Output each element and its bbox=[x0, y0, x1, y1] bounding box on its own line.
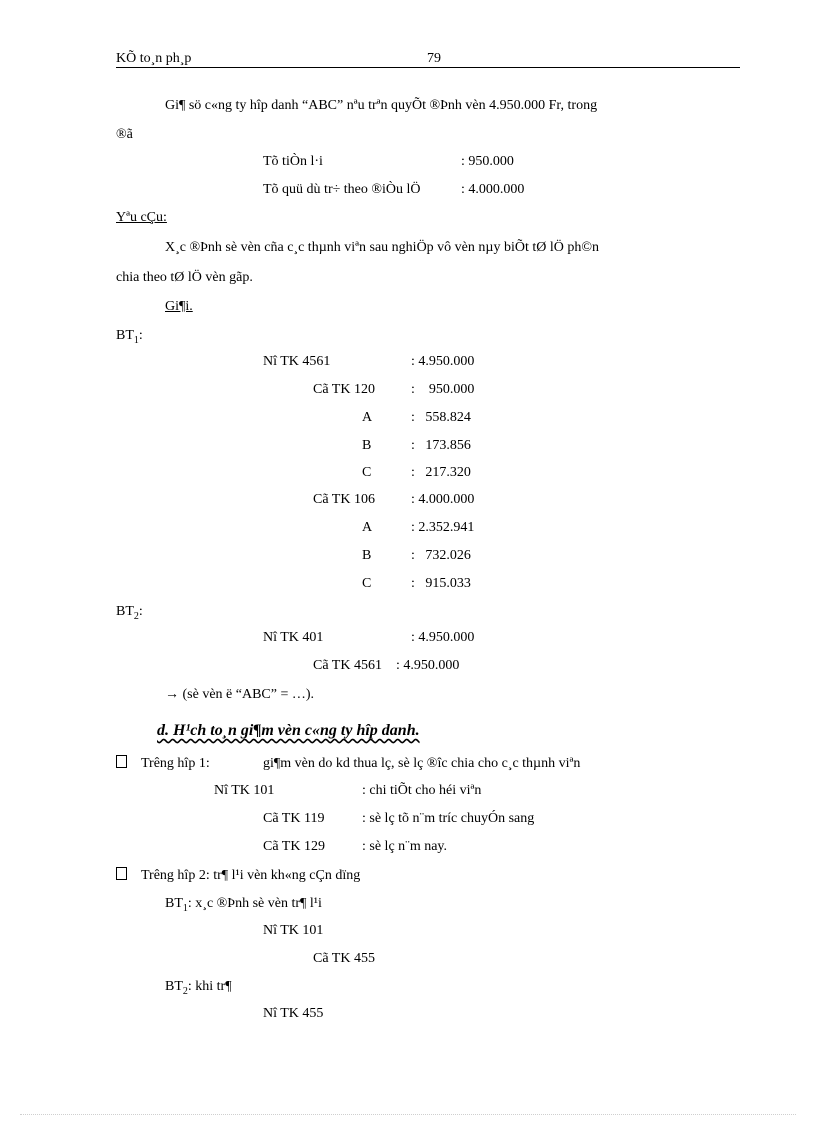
journal-debit-account: Nî TK 101 bbox=[214, 783, 275, 798]
member-value: : 217.320 bbox=[411, 465, 471, 480]
member-value: : 2.352.941 bbox=[411, 520, 475, 535]
intro-item-value: : 4.000.000 bbox=[461, 182, 525, 197]
intro-line-1: Gi¶ sö c«ng ty hîp danh “ABC” nªu trªn quyÕt ®Þnh vèn 4.950.000 Fr, trong bbox=[165, 98, 598, 113]
case1-text: gi¶m vèn do kd thua lç, sè lç ®îc chia cho c¸c thµnh viªn bbox=[263, 756, 581, 771]
member-label: C bbox=[362, 576, 372, 591]
journal-debit-value: : 4.950.000 bbox=[411, 354, 475, 369]
header-rule bbox=[116, 67, 740, 68]
case1-row bbox=[116, 755, 127, 773]
journal-debit-account: Nî TK 401 bbox=[263, 630, 324, 645]
bt1-label: $BT_1$: bbox=[116, 328, 143, 346]
member-label: A bbox=[362, 520, 373, 535]
member-label: A bbox=[362, 410, 373, 425]
member-value: : 173.856 bbox=[411, 438, 471, 453]
intro-item-value: : 950.000 bbox=[461, 154, 514, 169]
bt2-label: $BT_2$: bbox=[116, 604, 143, 622]
requirement-heading: Yªu cÇu: bbox=[116, 210, 167, 225]
requirement-line-2: chia theo tØ lÖ vèn gãp. bbox=[116, 270, 253, 285]
journal-credit-account: Cã TK 4561 bbox=[313, 658, 382, 673]
solution-heading: Gi¶i. bbox=[165, 299, 193, 314]
requirement-line-1: X¸c ®Þnh sè vèn cña c¸c thµnh viªn sau nghiÖp vô vèn nµy biÕt tØ lÖ ph©n bbox=[165, 240, 599, 255]
bullet-box-icon bbox=[116, 867, 127, 880]
journal-debit-account: Nî TK 101 bbox=[263, 923, 324, 938]
journal-note: : sè lç n¨m nay. bbox=[362, 839, 448, 854]
journal-credit-account: Cã TK 119 bbox=[263, 811, 325, 826]
member-value: : 915.033 bbox=[411, 576, 471, 591]
running-header-title: KÕ to¸n ph¸p bbox=[116, 51, 192, 66]
journal-credit-account: Cã TK 120 bbox=[313, 382, 375, 397]
member-label: B bbox=[362, 438, 372, 453]
case1-label: Trêng hîp 1: bbox=[141, 756, 210, 771]
intro-item-label: Tõ quü dù tr÷ theo ®iÒu lÖ bbox=[263, 182, 421, 197]
case2-label: Trêng hîp 2: tr¶ l¹i vèn kh«ng cÇn dïng bbox=[141, 868, 361, 883]
member-value: : 732.026 bbox=[411, 548, 471, 563]
section-d-heading: d. H¹ch to¸n gi¶m vèn c«ng ty hîp danh. bbox=[157, 722, 420, 739]
member-value: : 558.824 bbox=[411, 410, 471, 425]
page-number: 79 bbox=[427, 51, 441, 66]
case2-row bbox=[116, 867, 127, 885]
conclusion-line: → (sè vèn ë “ABC” = …). bbox=[165, 687, 315, 702]
case2-bt2: $BT_2$: khi tr¶ bbox=[165, 979, 232, 997]
member-label: B bbox=[362, 548, 372, 563]
journal-note: : chi tiÕt cho héi viªn bbox=[362, 783, 482, 798]
intro-line-2: ®ã bbox=[116, 127, 133, 142]
journal-credit-value: : 950.000 bbox=[411, 382, 475, 397]
case2-bt1: $BT_1$: x¸c ®Þnh sè vèn tr¶ l¹i bbox=[165, 896, 322, 914]
intro-item-label: Tõ tiÒn l·i bbox=[263, 154, 323, 169]
journal-credit-account: Cã TK 129 bbox=[263, 839, 325, 854]
journal-debit-value: : 4.950.000 bbox=[411, 630, 475, 645]
journal-note: : sè lç tõ n¨m tríc chuyÓn sang bbox=[362, 811, 535, 826]
journal-credit-account: Cã TK 106 bbox=[313, 492, 375, 507]
journal-credit-account: Cã TK 455 bbox=[313, 951, 375, 966]
journal-debit-account: Nî TK 4561 bbox=[263, 354, 331, 369]
member-label: C bbox=[362, 465, 372, 480]
bullet-box-icon bbox=[116, 755, 127, 768]
journal-debit-account: Nî TK 455 bbox=[263, 1006, 324, 1021]
journal-credit-value: : 4.950.000 bbox=[396, 658, 460, 673]
page-bottom-border bbox=[20, 1114, 796, 1115]
journal-credit-value: : 4.000.000 bbox=[411, 492, 475, 507]
